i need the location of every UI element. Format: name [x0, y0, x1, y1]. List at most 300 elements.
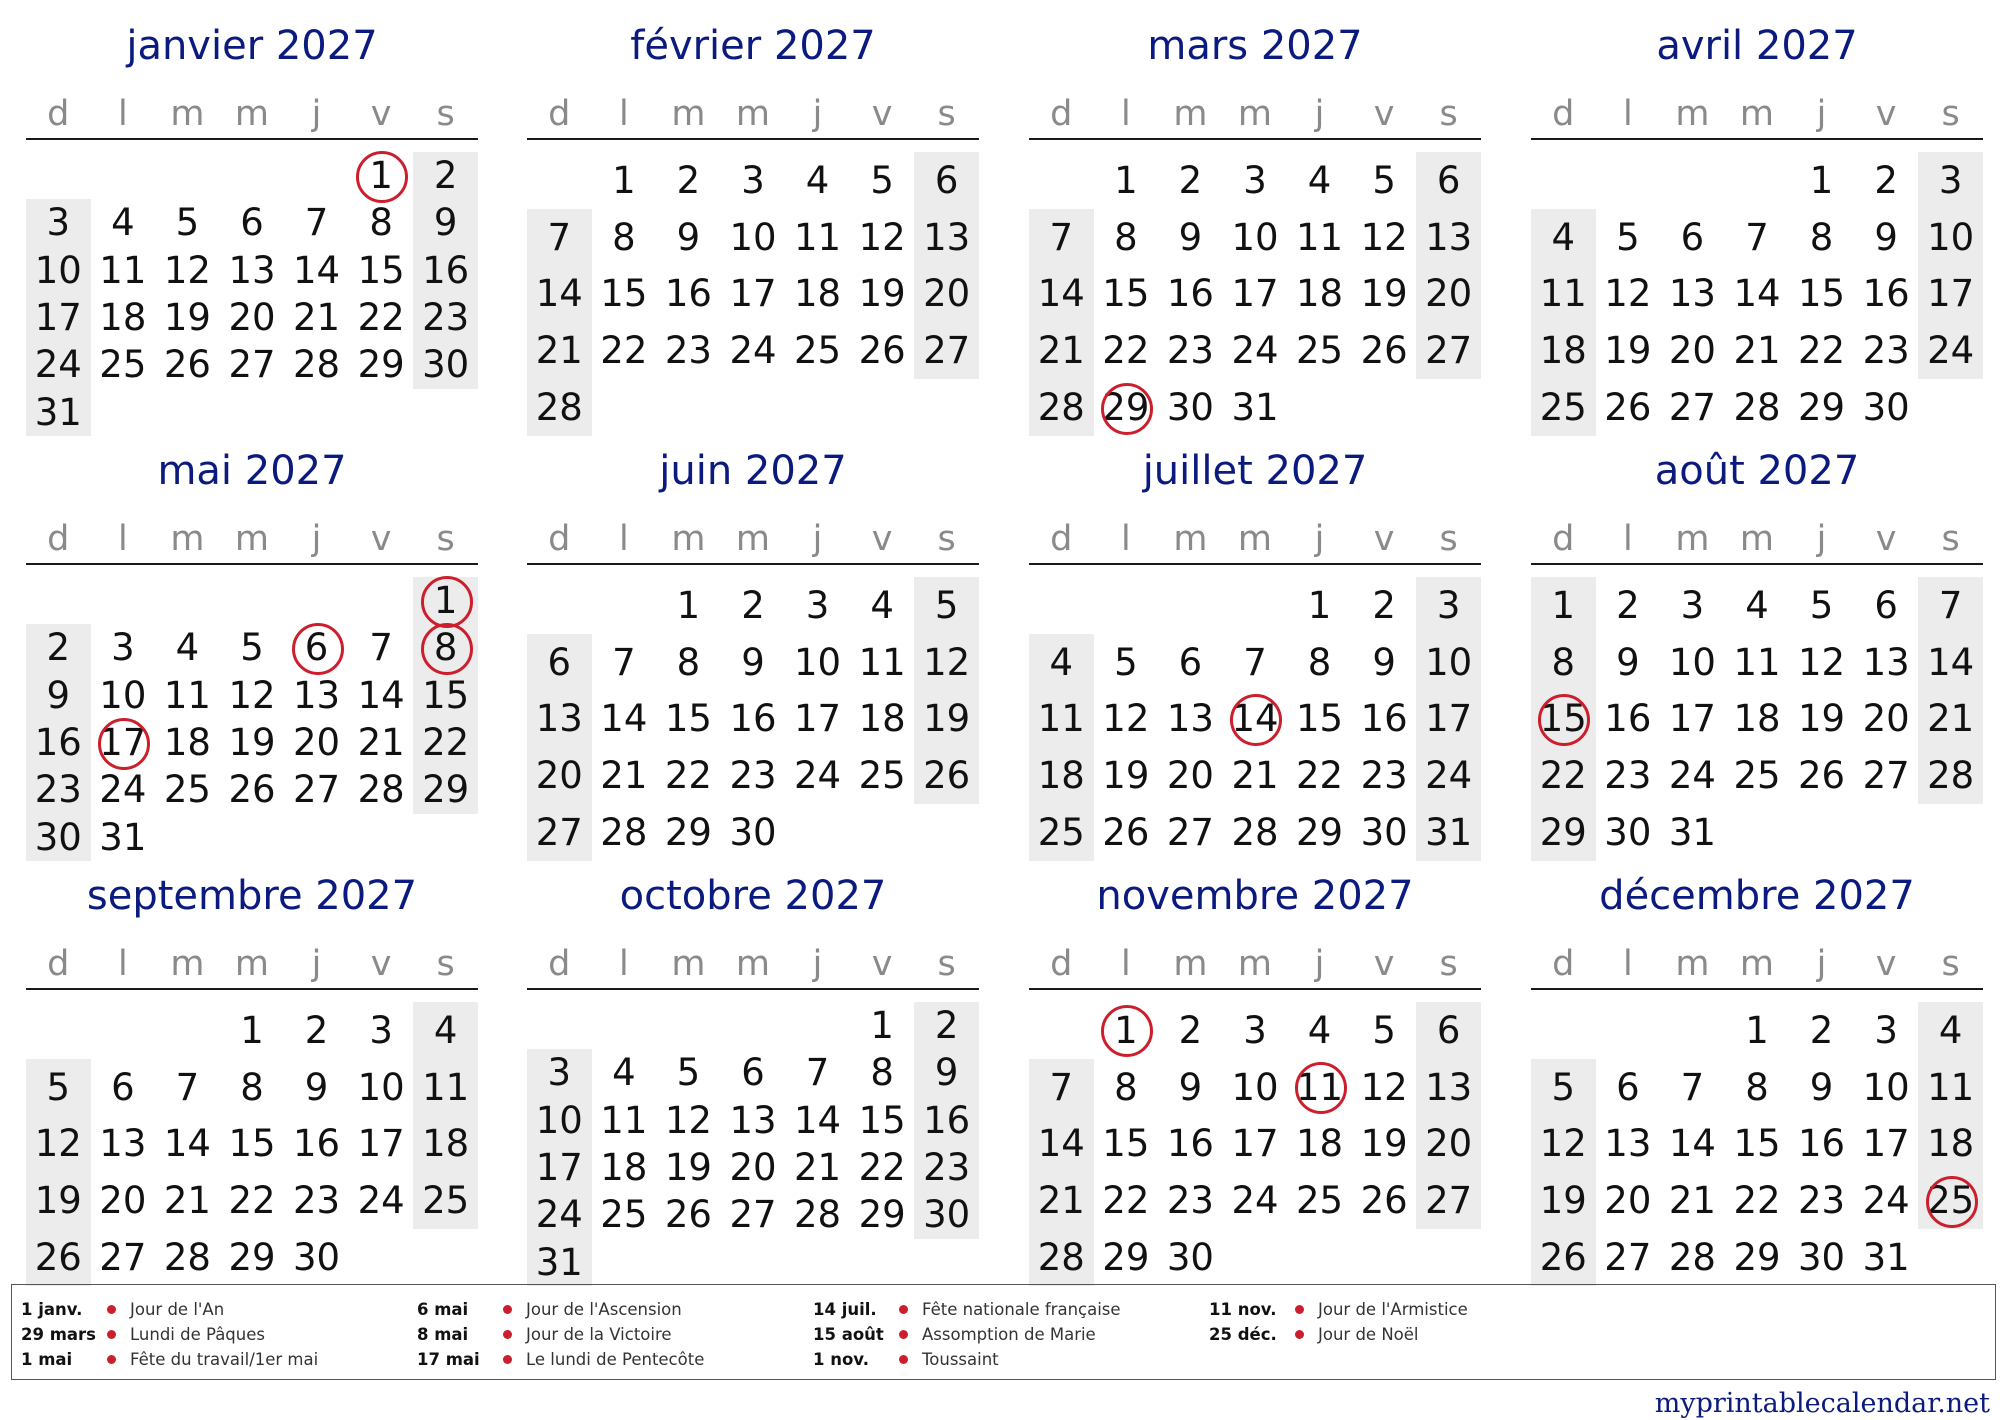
weekday-label: m [1173, 944, 1208, 984]
legend-holiday-name: Jour de l'An [130, 1300, 225, 1319]
weekday-header [1029, 84, 1481, 140]
day-cell: 18 [1539, 329, 1587, 373]
day-cell: 21 [600, 754, 648, 798]
month-block [1531, 18, 1983, 428]
day-cell: 3 [547, 1051, 572, 1095]
day-cell: 20 [1166, 754, 1214, 798]
day-cell: 8 [1114, 215, 1138, 259]
day-cell: 1 [676, 583, 701, 627]
day-cell: 24 [729, 329, 777, 373]
day-cell: 24 [1862, 1179, 1910, 1223]
day-cell: 17 [1862, 1122, 1910, 1166]
day-cell: 8 [612, 215, 636, 259]
day-cell: 18 [99, 296, 147, 340]
day-cell: 18 [163, 721, 211, 765]
day-cell: 14 [163, 1122, 211, 1166]
weekday-header [26, 934, 478, 990]
day-cell: 4 [111, 201, 135, 245]
day-cell: 25 [600, 1193, 648, 1237]
day-cell: 27 [535, 811, 583, 855]
day-cell: 14 [535, 272, 583, 316]
day-cell: 26 [1798, 754, 1846, 798]
weekday-label: m [1739, 94, 1775, 134]
day-cell: 13 [535, 697, 583, 741]
day-cell: 13 [293, 673, 341, 717]
day-cell: 19 [1539, 1179, 1587, 1223]
day-cell: 2 [1178, 1008, 1203, 1052]
day-cell: 21 [1927, 697, 1975, 741]
day-cell: 27 [1668, 386, 1716, 430]
legend-item [21, 1297, 318, 1322]
day-cell: 3 [741, 158, 765, 202]
day-cell: 5 [1809, 583, 1834, 627]
weekday-label: l [117, 519, 128, 559]
day-cell: 23 [1360, 754, 1408, 798]
day-cell: 13 [729, 1098, 777, 1142]
day-cell: 2 [1809, 1008, 1834, 1052]
weekday-label: s [1439, 94, 1458, 134]
day-cell: 4 [1307, 158, 1332, 202]
weekday-label: m [735, 519, 771, 559]
holiday-day-cell: 29 [1094, 379, 1159, 436]
day-cell: 18 [422, 1122, 470, 1166]
day-cell: 9 [934, 1051, 959, 1095]
day-cell: 1 [1114, 158, 1138, 202]
weekday-label: s [1941, 519, 1960, 559]
weekday-label: d [1050, 519, 1073, 559]
weekday-label: d [1050, 94, 1073, 134]
day-cell: 27 [1425, 329, 1473, 373]
day-cell: 29 [1733, 1236, 1781, 1280]
legend-date: 1 nov. [813, 1350, 869, 1369]
weekday-header [26, 84, 478, 140]
day-cell: 12 [163, 248, 211, 292]
weekday-label: m [170, 519, 205, 559]
day-cell: 17 [34, 296, 82, 340]
day-cell: 22 [1798, 329, 1846, 373]
day-cell: 27 [1604, 1236, 1652, 1280]
weekday-header [1029, 509, 1481, 565]
day-cell: 16 [34, 721, 82, 765]
weekday-label: l [1120, 94, 1131, 134]
legend-holiday-name: Assomption de Marie [922, 1325, 1096, 1344]
day-cell: 22 [858, 1146, 906, 1190]
day-cell: 20 [228, 296, 276, 340]
weekday-label: v [871, 94, 893, 134]
day-cell: 23 [1604, 754, 1652, 798]
legend-column [417, 1297, 704, 1372]
day-cell: 10 [794, 640, 842, 684]
day-cell: 29 [422, 768, 470, 812]
day-cell: 14 [1037, 1122, 1085, 1166]
day-cell: 24 [357, 1179, 405, 1223]
month-title: janvier 2027 [126, 23, 378, 69]
bullet-dot-icon [503, 1330, 512, 1339]
day-cell: 27 [228, 343, 276, 387]
day-cell: 25 [422, 1179, 470, 1223]
day-cell: 9 [1178, 1065, 1203, 1109]
legend-item [813, 1297, 1121, 1322]
day-cell: 24 [535, 1193, 583, 1237]
day-cell: 22 [600, 329, 648, 373]
legend-date: 29 mars [21, 1325, 96, 1344]
day-cell: 4 [1938, 1008, 1963, 1052]
day-cell: 28 [1927, 754, 1975, 798]
day-cell: 18 [1296, 1122, 1344, 1166]
bullet-dot-icon [899, 1355, 908, 1364]
day-cell: 11 [1037, 697, 1085, 741]
month-title: mai 2027 [157, 448, 347, 494]
weekday-header [26, 509, 478, 565]
day-cell: 22 [422, 721, 470, 765]
day-cell: 12 [1798, 640, 1846, 684]
day-cell: 16 [422, 248, 470, 292]
day-cell: 23 [664, 329, 712, 373]
weekday-label: v [871, 944, 893, 984]
day-cell: 13 [1862, 640, 1910, 684]
holiday-day-cell: 6 [284, 624, 349, 671]
day-cell: 15 [1102, 1122, 1150, 1166]
day-cell: 2 [741, 583, 765, 627]
day-cell: 19 [1798, 697, 1846, 741]
day-cell: 22 [1102, 329, 1150, 373]
month-block [527, 443, 979, 853]
day-cell: 29 [357, 343, 405, 387]
weekday-label: s [436, 94, 455, 134]
weekday-label: m [1237, 519, 1273, 559]
day-cell: 23 [729, 754, 777, 798]
day-cell: 17 [729, 272, 777, 316]
day-cell: 28 [600, 811, 648, 855]
day-cell: 17 [1425, 697, 1473, 741]
weekday-label: m [1675, 94, 1710, 134]
day-cell: 16 [664, 272, 712, 316]
weekday-label: s [937, 944, 956, 984]
day-cell: 30 [293, 1236, 341, 1280]
weekday-label: s [1439, 944, 1458, 984]
day-cell: 4 [1745, 583, 1769, 627]
day-cell: 28 [535, 386, 583, 430]
day-cell: 6 [240, 201, 264, 245]
day-cell: 13 [1668, 272, 1716, 316]
day-cell: 14 [600, 697, 648, 741]
weekday-header [1531, 84, 1983, 140]
day-cell: 8 [1745, 1065, 1769, 1109]
weekday-label: d [47, 519, 70, 559]
day-cell: 14 [357, 673, 405, 717]
weekday-label: d [47, 94, 70, 134]
legend-date: 17 mai [417, 1350, 480, 1369]
day-cell: 27 [729, 1193, 777, 1237]
day-cell: 5 [676, 1051, 701, 1095]
day-cell: 3 [369, 1008, 393, 1052]
day-cell: 15 [1296, 697, 1344, 741]
day-cell: 20 [99, 1179, 147, 1223]
day-cell: 9 [1178, 215, 1203, 259]
day-cell: 25 [1296, 329, 1344, 373]
day-cell: 21 [293, 296, 341, 340]
day-cell: 12 [1102, 697, 1150, 741]
day-cell: 25 [1296, 1179, 1344, 1223]
legend-holiday-name: Lundi de Pâques [130, 1325, 265, 1344]
day-cell: 25 [163, 768, 211, 812]
day-cell: 26 [923, 754, 971, 798]
month-block [527, 18, 979, 428]
weekday-label: m [671, 944, 706, 984]
weekday-label: j [812, 944, 823, 984]
holiday-day-cell: 25 [1918, 1172, 1983, 1229]
weekday-label: m [1675, 944, 1710, 984]
day-cell: 20 [1668, 329, 1716, 373]
day-cell: 12 [1360, 1065, 1408, 1109]
day-cell: 5 [934, 583, 959, 627]
weekday-label: m [1173, 519, 1208, 559]
weekday-label: d [1552, 94, 1575, 134]
day-cell: 10 [357, 1065, 405, 1109]
day-cell: 14 [1927, 640, 1975, 684]
day-cell: 12 [1604, 272, 1652, 316]
day-cell: 13 [99, 1122, 147, 1166]
weekday-label: d [548, 94, 571, 134]
weekday-label: m [671, 94, 706, 134]
day-cell: 30 [1862, 386, 1910, 430]
day-cell: 31 [34, 390, 82, 434]
day-cell: 10 [1862, 1065, 1910, 1109]
legend-holiday-name: Fête nationale française [922, 1300, 1121, 1319]
day-cell: 21 [1231, 754, 1279, 798]
day-cell: 4 [175, 626, 200, 670]
weekday-label: j [812, 519, 823, 559]
weekday-label: j [311, 519, 322, 559]
day-cell: 13 [1166, 697, 1214, 741]
day-cell: 15 [664, 697, 712, 741]
day-cell: 14 [293, 248, 341, 292]
day-cell: 9 [676, 215, 701, 259]
day-cell: 2 [304, 1008, 329, 1052]
day-cell: 21 [1668, 1179, 1716, 1223]
day-cell: 8 [369, 201, 393, 245]
weekday-label: v [1373, 944, 1395, 984]
month-title: novembre 2027 [1096, 873, 1414, 919]
day-cell: 2 [934, 1004, 959, 1048]
day-cell: 20 [1604, 1179, 1652, 1223]
day-cell: 25 [1733, 754, 1781, 798]
weekday-label: m [1739, 519, 1775, 559]
legend-item [417, 1322, 704, 1347]
day-cell: 2 [1372, 583, 1396, 627]
day-cell: 4 [1307, 1008, 1332, 1052]
weekday-label: s [1439, 519, 1458, 559]
day-cell: 21 [535, 329, 583, 373]
legend-column [1209, 1297, 1468, 1347]
day-cell: 26 [1360, 329, 1408, 373]
weekday-label: j [1314, 519, 1325, 559]
day-cell: 17 [794, 697, 842, 741]
holiday-day-cell: 1 [413, 577, 478, 624]
day-cell: 4 [612, 1051, 636, 1095]
day-cell: 1 [612, 158, 636, 202]
day-cell: 30 [1360, 811, 1408, 855]
weekday-label: j [812, 94, 823, 134]
day-cell: 3 [1243, 158, 1267, 202]
day-cell: 24 [794, 754, 842, 798]
day-cell: 26 [858, 329, 906, 373]
day-cell: 5 [1372, 158, 1396, 202]
weekday-label: l [1622, 944, 1633, 984]
weekday-header [1029, 934, 1481, 990]
day-cell: 15 [1798, 272, 1846, 316]
holiday-day-cell: 8 [413, 624, 478, 671]
weekday-label: l [1622, 519, 1633, 559]
bullet-dot-icon [899, 1305, 908, 1314]
day-cell: 7 [1680, 1065, 1705, 1109]
weekday-header [1531, 934, 1983, 990]
day-cell: 15 [228, 1122, 276, 1166]
day-cell: 3 [1874, 1008, 1898, 1052]
day-cell: 26 [34, 1236, 82, 1280]
legend-item [813, 1347, 1121, 1372]
day-cell: 10 [1425, 640, 1473, 684]
day-cell: 3 [1243, 1008, 1267, 1052]
day-cell: 23 [293, 1179, 341, 1223]
day-cell: 23 [1798, 1179, 1846, 1223]
day-cell: 30 [422, 343, 470, 387]
legend-item [21, 1347, 318, 1372]
day-cell: 7 [1049, 1065, 1074, 1109]
month-title: mars 2027 [1147, 23, 1363, 69]
day-cell: 7 [369, 626, 393, 670]
day-cell: 30 [923, 1193, 971, 1237]
month-block [1029, 443, 1481, 853]
day-cell: 23 [422, 296, 470, 340]
bullet-dot-icon [899, 1330, 908, 1339]
holiday-day-cell: 11 [1287, 1059, 1352, 1116]
day-cell: 1 [1551, 583, 1576, 627]
day-cell: 27 [1166, 811, 1214, 855]
day-cell: 26 [1604, 386, 1652, 430]
day-cell: 6 [1178, 640, 1203, 684]
weekday-header [527, 934, 979, 990]
day-cell: 7 [1243, 640, 1267, 684]
day-cell: 28 [1037, 386, 1085, 430]
day-cell: 11 [1927, 1065, 1975, 1109]
day-cell: 5 [1551, 1065, 1576, 1109]
legend-date: 1 mai [21, 1350, 73, 1369]
weekday-label: j [1314, 94, 1325, 134]
day-cell: 12 [1360, 215, 1408, 259]
day-cell: 20 [1425, 1122, 1473, 1166]
weekday-label: v [1373, 519, 1395, 559]
day-cell: 10 [34, 248, 82, 292]
day-cell: 6 [1680, 215, 1705, 259]
day-cell: 16 [1360, 697, 1408, 741]
legend-item [21, 1322, 318, 1347]
weekday-label: v [370, 944, 392, 984]
day-cell: 8 [1809, 215, 1834, 259]
day-cell: 20 [1862, 697, 1910, 741]
month-block [527, 868, 979, 1284]
month-title: décembre 2027 [1599, 873, 1915, 919]
day-cell: 29 [664, 811, 712, 855]
day-cell: 9 [1874, 215, 1898, 259]
day-cell: 18 [858, 697, 906, 741]
holiday-day-cell: 1 [1094, 1002, 1159, 1059]
day-cell: 27 [923, 329, 971, 373]
bullet-dot-icon [503, 1305, 512, 1314]
day-cell: 17 [357, 1122, 405, 1166]
day-cell: 29 [1102, 1236, 1150, 1280]
weekday-label: v [370, 94, 392, 134]
day-cell: 6 [1436, 158, 1461, 202]
day-cell: 12 [1539, 1122, 1587, 1166]
day-cell: 27 [99, 1236, 147, 1280]
day-cell: 31 [99, 815, 147, 859]
day-cell: 24 [1231, 1179, 1279, 1223]
weekday-label: m [735, 944, 771, 984]
holiday-day-cell: 14 [1223, 691, 1288, 748]
day-cell: 23 [923, 1146, 971, 1190]
day-cell: 4 [870, 583, 894, 627]
weekday-label: d [548, 944, 571, 984]
watermark: myprintablecalendar.net [1654, 1388, 1990, 1419]
legend-date: 25 déc. [1209, 1325, 1277, 1344]
weekday-label: s [1941, 944, 1960, 984]
weekday-label: d [548, 519, 571, 559]
day-cell: 6 [1874, 583, 1898, 627]
bullet-dot-icon [503, 1355, 512, 1364]
day-cell: 6 [1616, 1065, 1640, 1109]
day-cell: 10 [1668, 640, 1716, 684]
day-cell: 16 [1798, 1122, 1846, 1166]
day-cell: 13 [1425, 1065, 1473, 1109]
day-cell: 16 [1166, 272, 1214, 316]
day-cell: 18 [1733, 697, 1781, 741]
legend-holiday-name: Jour de l'Armistice [1318, 1300, 1468, 1319]
day-cell: 30 [1604, 811, 1652, 855]
weekday-label: v [1875, 94, 1897, 134]
day-cell: 2 [1616, 583, 1640, 627]
day-cell: 8 [240, 1065, 264, 1109]
day-cell: 31 [535, 1240, 583, 1284]
day-cell: 7 [805, 1051, 830, 1095]
legend-item [1209, 1322, 1468, 1347]
day-cell: 3 [111, 626, 135, 670]
legend-holiday-name: Fête du travail/1er mai [130, 1350, 319, 1369]
day-cell: 16 [729, 697, 777, 741]
day-cell: 5 [1616, 215, 1640, 259]
day-cell: 26 [664, 1193, 712, 1237]
day-cell: 14 [1733, 272, 1781, 316]
day-cell: 11 [794, 215, 842, 259]
weekday-label: j [311, 944, 322, 984]
day-cell: 30 [1166, 1236, 1214, 1280]
day-cell: 11 [1296, 215, 1344, 259]
month-block [1029, 868, 1481, 1278]
weekday-label: l [618, 519, 629, 559]
day-cell: 23 [1862, 329, 1910, 373]
weekday-label: j [1816, 94, 1827, 134]
day-cell: 28 [357, 768, 405, 812]
day-cell: 18 [1037, 754, 1085, 798]
day-cell: 23 [1166, 329, 1214, 373]
bullet-dot-icon [107, 1330, 116, 1339]
day-cell: 20 [923, 272, 971, 316]
day-cell: 18 [1296, 272, 1344, 316]
day-cell: 31 [1668, 811, 1716, 855]
legend-date: 15 août [813, 1325, 884, 1344]
weekday-label: s [937, 519, 956, 559]
day-cell: 20 [293, 721, 341, 765]
